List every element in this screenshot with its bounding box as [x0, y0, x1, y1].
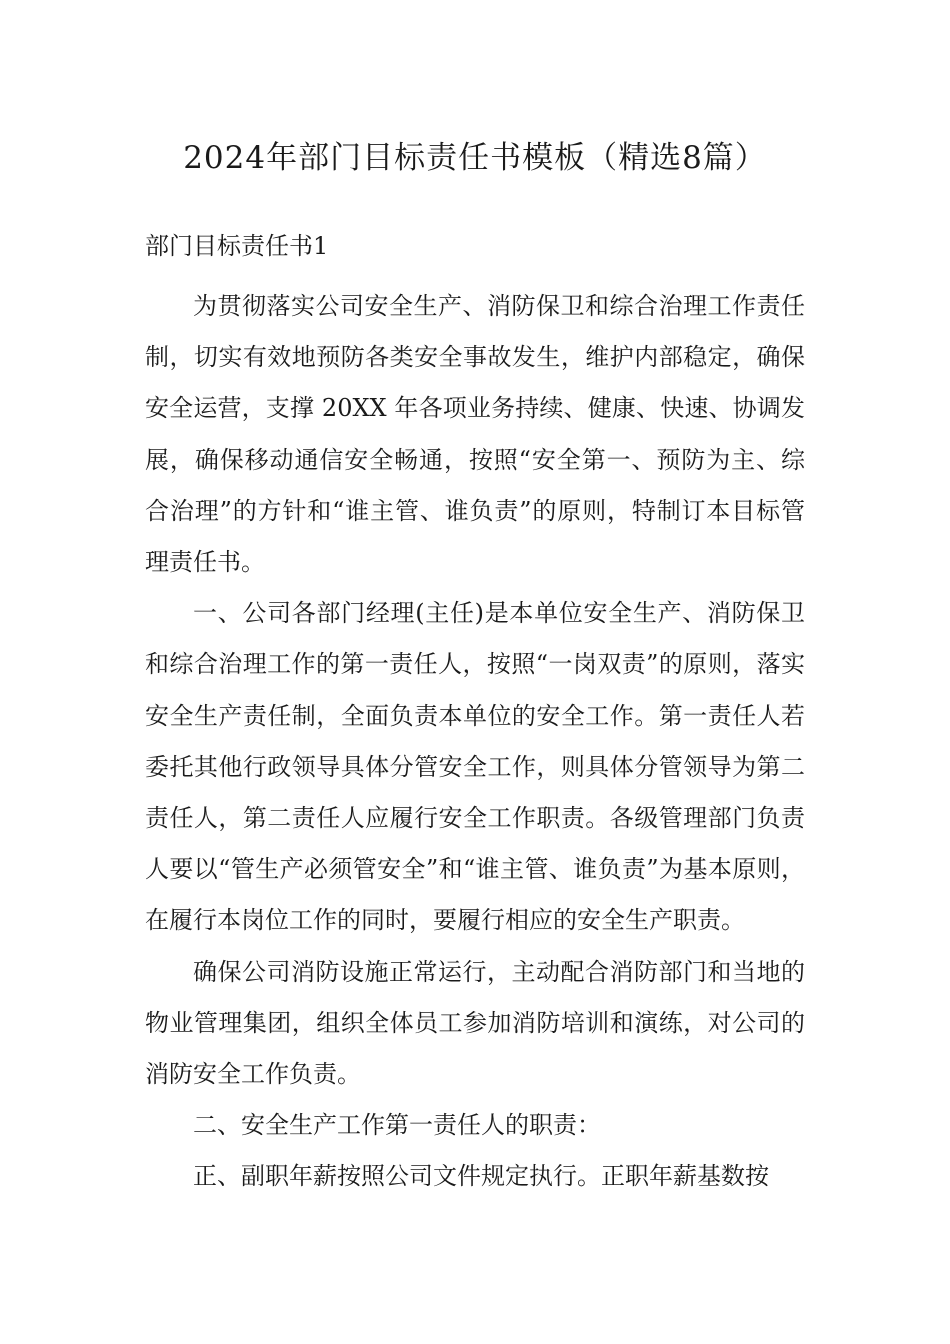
body-paragraph: 一、公司各部门经理(主任)是本单位安全生产、消防保卫和综合治理工作的第一责任人，按照“一岗双责”的原则，落实安全生产责任制，全面负责本单位的安全工作。第一责任人若委托其他行政领导具体分管安全工作，则具体分管领导为第二责任人，第二责任人应履行安全工作职责。各级管理部门负责人要以“管生产必须管安全”和“谁主管、谁负责”为基本原则，在履行本岗位工作的同时，要履行相应的安全生产职责。 — [145, 599, 805, 935]
section-title: 部门目标责任书1 — [145, 232, 329, 260]
body-paragraph: 二、安全生产工作第一责任人的职责： — [193, 1111, 601, 1140]
body-paragraph: 正、副职年薪按照公司文件规定执行。正职年薪基数按 — [193, 1162, 769, 1191]
body-paragraph: 为贯彻落实公司安全生产、消防保卫和综合治理工作责任制，切实有效地预防各类安全事故发生，维护内部稳定，确保安全运营，支撑 20XX 年各项业务持续、健康、快速、协调发展，确保移动通信安全畅通，按照“安全第一、预防为主、综合治理”的方针和“谁主管、谁负责”的原则，特制订本目标管理责任书。 — [145, 292, 805, 577]
document-title: 2024年部门目标责任书模板（精选8篇） — [183, 140, 767, 176]
body-paragraph: 确保公司消防设施正常运行，主动配合消防部门和当地的物业管理集团，组织全体员工参加消防培训和演练，对公司的消防安全工作负责。 — [145, 957, 805, 1089]
document-body — [145, 281, 805, 1203]
